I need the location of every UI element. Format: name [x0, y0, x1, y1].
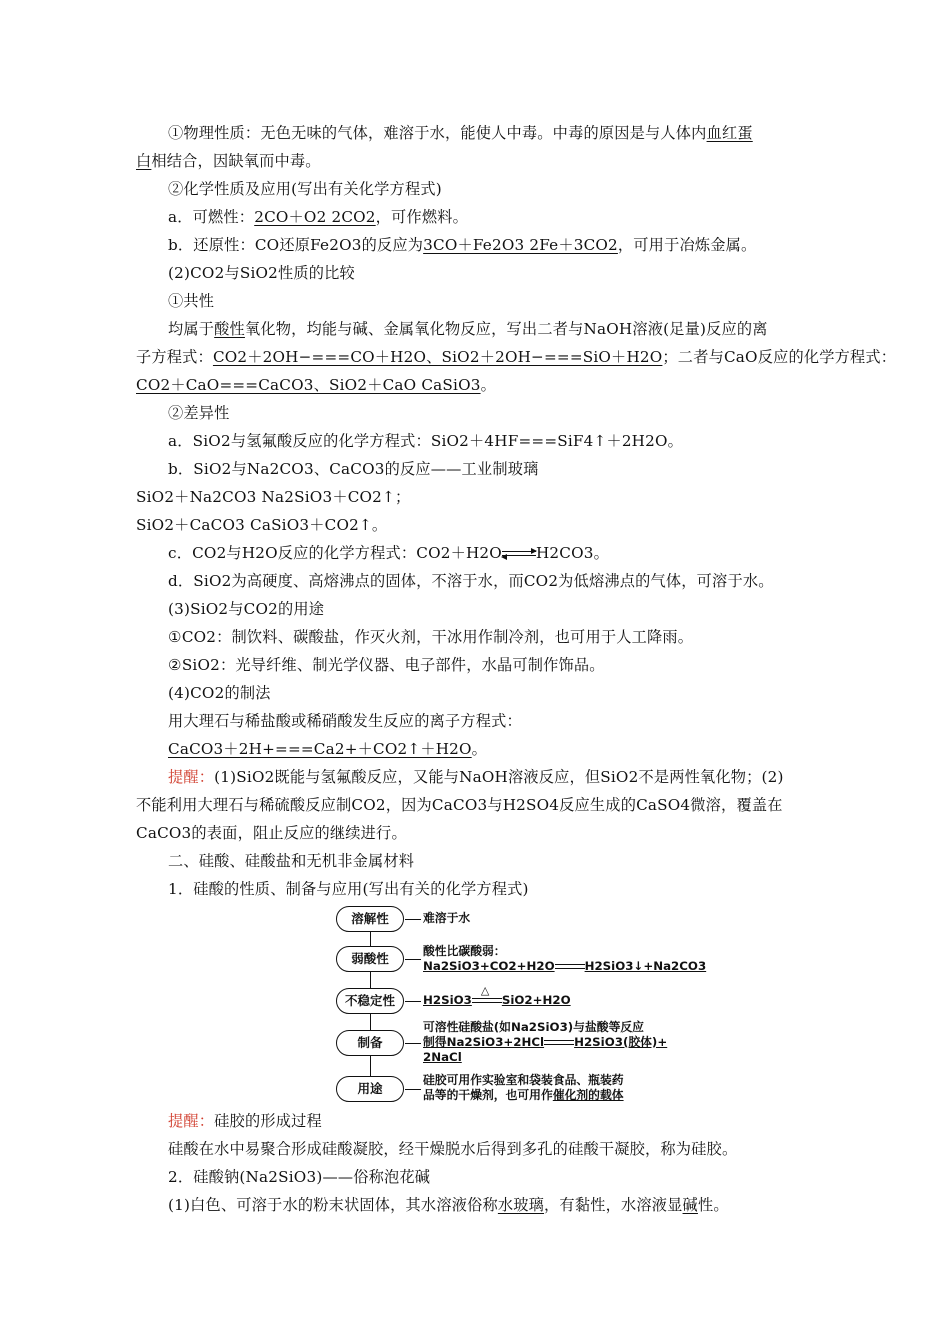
para-preparation: 用大理石与稀盐酸或稀硝酸发生反应的离子方程式： [168, 712, 522, 730]
text: H2CO3。 [535, 544, 609, 562]
para-combustibility [168, 204, 858, 230]
heading-co-chemical: ②化学性质及应用(写出有关化学方程式) [168, 180, 442, 198]
para-co2-uses: ①CO2：制饮料、碳酸盐，作灭火剂，干冰用作制冷剂，也可用于人工降雨。 [168, 628, 694, 646]
equation-caco3: SiO2＋CaCO3 CaSiO3＋CO2↑。 [136, 516, 388, 534]
para-hardness: d．SiO2为高硬度、高熔沸点的固体，不溶于水，而CO2为低熔沸点的气体，可溶于水。 [168, 572, 774, 590]
section-2-1-heading: 1．硅酸的性质、制备与应用(写出有关的化学方程式) [168, 880, 529, 898]
heading-co2-sio2-compare: (2)CO2与SiO2性质的比较 [168, 264, 355, 282]
text: 硅胶可用作实验室和袋装食品、瓶装药 [423, 1073, 624, 1087]
para-common-1 [168, 316, 858, 342]
text: ①物理性质：无色无味的气体，难溶于水，能使人中毒。中毒的原因是与人体内 [168, 124, 707, 142]
text: 2NaCl [423, 1050, 462, 1064]
text: ，可作燃料。 [375, 208, 468, 226]
underlined-answer: 水玻璃 [497, 1196, 545, 1214]
para-hf: a．SiO2与氢氟酸反应的化学方程式：SiO2＋4HF===SiF4↑＋2H2O。 [168, 432, 684, 450]
equals-icon [544, 1039, 574, 1047]
tip-1-line-3: CaCO3的表面，阻止反应的继续进行。 [136, 824, 407, 842]
text: H2SiO3↓+Na2CO3 [584, 959, 707, 973]
connector [405, 1001, 421, 1002]
instability-equation [423, 983, 571, 1008]
heat-equals-icon [472, 983, 502, 1007]
connector [405, 1089, 421, 1090]
para-glass: b．SiO2与Na2CO3、CaCO3的反应——工业制玻璃 [168, 460, 539, 478]
heat-symbol: △ [480, 983, 490, 997]
text: 制得Na2SiO3+2HCl [423, 1035, 545, 1049]
text: ，有黏性，水溶液显 [544, 1196, 683, 1214]
text: SiO2+H2O [501, 993, 571, 1007]
para-common-3 [136, 372, 826, 398]
weak-acidity-equation [423, 959, 706, 974]
text: 硅胶的形成过程 [214, 1112, 322, 1130]
tip-1-line-2: 不能利用大理石与稀硫酸反应制CO2，因为CaCO3与H2SO4反应生成的CaSO4微溶，覆盖在 [136, 796, 783, 814]
section-2-heading: 二、硅酸、硅酸盐和无机非金属材料 [168, 852, 415, 870]
text: 。 [471, 740, 488, 758]
connector [405, 1043, 421, 1044]
para-co-physical-cont [136, 148, 826, 174]
underlined-answer: 碱 [682, 1196, 698, 1214]
underlined-answer: 白 [136, 152, 152, 170]
tip-1-line-1 [168, 764, 858, 790]
preparation-equation [423, 1035, 667, 1050]
para-co-physical [168, 120, 858, 146]
node-solubility: 溶解性 [336, 906, 404, 932]
silicic-acid-diagram [330, 902, 707, 1108]
text: 氧化物，均能与碱、金属氧化物反应，写出二者与NaOH溶液(足量)反应的离 [244, 320, 768, 338]
tip-label: 提醒： [168, 1112, 215, 1130]
underlined-equation: CaCO3＋2H+===Ca2+＋CO2↑＋H2O [168, 740, 472, 758]
text: 性。 [697, 1196, 729, 1214]
para-silica-gel: 硅酸在水中易聚合形成硅酸凝胶，经干燥脱水后得到多孔的硅酸干凝胶，称为硅胶。 [168, 1140, 738, 1158]
underlined-answer: 血红蛋 [706, 124, 753, 142]
text: 酸性比碳酸弱： [423, 944, 506, 958]
text: 相结合，因缺氧而中毒。 [151, 152, 321, 170]
underlined-equation: CO2＋2OH−===CO＋H2O、SiO2＋2OH−===SiO＋H2O [212, 348, 663, 366]
text: 均属于 [168, 320, 215, 338]
underlined-answer: 酸性 [214, 320, 245, 338]
heading-sodium-silicate: 2．硅酸钠(Na2SiO3)——俗称泡花碱 [168, 1168, 431, 1186]
heading-uses: (3)SiO2与CO2的用途 [168, 600, 325, 618]
text: (1)SiO2既能与氢氟酸反应，又能与NaOH溶液反应，但SiO2不是两性氧化物；(2) [214, 768, 784, 786]
node-weak-acidity: 弱酸性 [336, 946, 404, 972]
text: (1)白色、可溶于水的粉末状固体，其水溶液俗称 [168, 1196, 498, 1214]
para-preparation-eq [168, 736, 858, 762]
text: b．还原性：CO还原Fe2O3的反应为 [168, 236, 424, 254]
text: a．可燃性： [168, 208, 255, 226]
text: 可溶性硅酸盐(如Na2SiO3)与盐酸等反应 [423, 1020, 644, 1034]
tip-label: 提醒： [168, 768, 215, 786]
heading-preparation: (4)CO2的制法 [168, 684, 271, 702]
text: Na2SiO3+CO2+H2O [423, 959, 555, 973]
node-preparation: 制备 [336, 1030, 404, 1056]
equals-icon [555, 963, 585, 971]
para-co2-water [168, 540, 858, 566]
underlined-equation: 3CO＋Fe2O3 2Fe＋3CO2 [423, 236, 618, 254]
text: 品等的干燥剂，也可用作 [423, 1088, 553, 1102]
solubility-text: 难溶于水 [423, 911, 471, 925]
uses-text [423, 1073, 624, 1103]
para-common-2 [136, 344, 897, 370]
heading-difference: ②差异性 [168, 404, 230, 422]
text: H2SiO3(胶体)+ [574, 1035, 668, 1049]
weak-acidity-text [423, 944, 706, 974]
node-instability: 不稳定性 [336, 988, 404, 1014]
reversible-arrow-icon [502, 549, 536, 559]
tip-2 [168, 1108, 858, 1134]
text: 子方程式： [136, 348, 213, 366]
para-sodium-silicate [168, 1192, 858, 1218]
preparation-text [423, 1020, 667, 1065]
equation-na2co3: SiO2＋Na2CO3 Na2SiO3＋CO2↑； [136, 488, 411, 506]
connector [405, 959, 421, 960]
text: H2SiO3 [423, 993, 472, 1007]
heading-common: ①共性 [168, 292, 215, 310]
underlined-answer: 催化剂的载体 [552, 1088, 624, 1102]
text: 。 [480, 376, 496, 394]
text: ，可用于冶炼金属。 [617, 236, 757, 254]
para-sio2-uses: ②SiO2：光导纤维、制光学仪器、电子部件，水晶可制作饰品。 [168, 656, 605, 674]
underlined-equation: 2CO＋O2 2CO2 [254, 208, 376, 226]
underlined-equation: CO2＋CaO===CaCO3、SiO2＋CaO CaSiO3 [136, 376, 481, 394]
uses-text-line-2 [423, 1088, 624, 1103]
connector [405, 919, 421, 920]
text: c．CO2与H2O反应的化学方程式：CO2＋H2O [168, 544, 502, 562]
node-uses: 用途 [336, 1076, 404, 1102]
para-reducibility [168, 232, 858, 258]
text: ；二者与CaO反应的化学方程式： [662, 348, 897, 366]
